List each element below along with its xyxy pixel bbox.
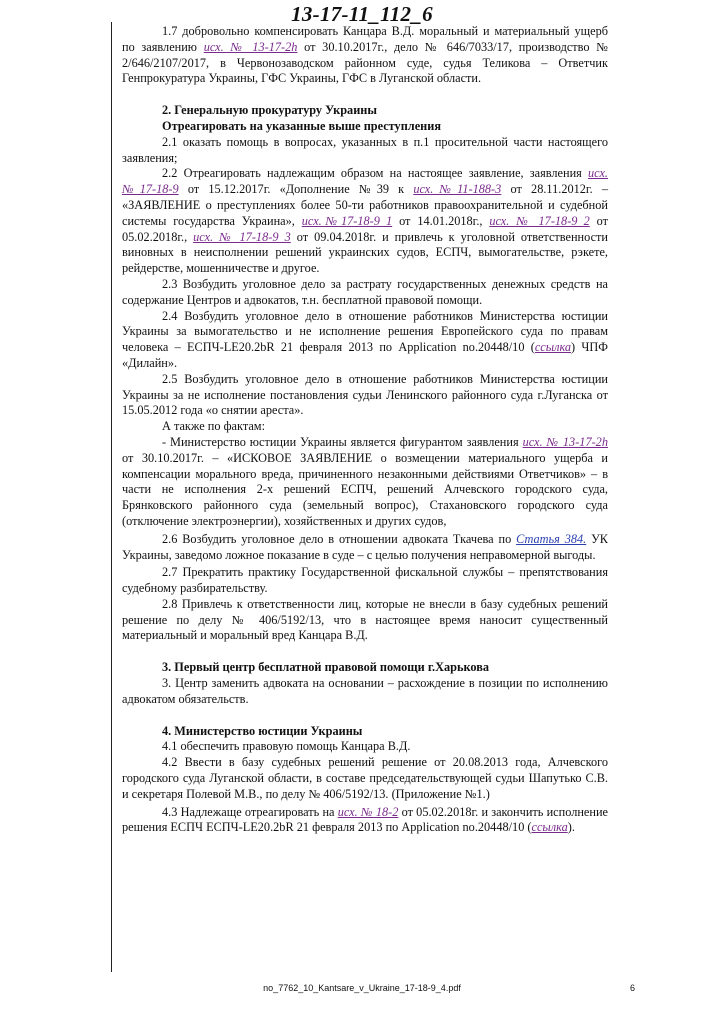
text: - Министерство юстиции Украины является фигурантом заявления (162, 434, 523, 449)
paragraph-3: 3. Центр заменить адвоката на основании – расхождение в позиции по исполнению адвокатом обязательств. (122, 676, 608, 706)
facts-intro: А также по фактам: (162, 419, 265, 434)
text: ). (567, 820, 575, 835)
paragraph-2-7: 2.7 Прекратить практику Государственной фискальной службы – препятствования судебному разбирательству. (122, 565, 608, 596)
section-4-title: 4. Министерство юстиции Украины (162, 723, 363, 738)
text: от 05.02.2018г. и закончить исполнение решения ЕСПЧ ЕСПЧ-LE20.2bR 21 февраля 2013 по Application no.20448/10 ( (122, 804, 608, 835)
link-ref[interactable]: исх. № 17-18-9_2 (489, 213, 590, 228)
fact-1 (122, 435, 608, 530)
paragraph-4-3 (122, 805, 608, 837)
paragraph-4-2: 4.2 Ввести в базу судебных решений решение от 20.08.2013 года, Алчевского городского суда Луганской области, в составе председательствующей судьи Шапутько С.В. и секретаря Полевой М.В., по делу № 406/5192/13. (Приложение №1.) (122, 755, 608, 801)
paragraph-4-1: 4.1 обеспечить правовую помощь Канцара В.Д. (162, 739, 411, 754)
text: 4.3 Надлежаще отреагировать на (162, 804, 338, 819)
text: от 09.04.2018г. и привлечь к уголовной ответственности виновных в неисполнении решений украинских судов, ЕСПЧ, вымогательстве, рэкете, рейдерстве, мошенничестве и другое. (122, 229, 609, 276)
text: УК Украины, заведомо ложное показание в суде – с целью получения неправомерной выгоды. (122, 531, 609, 562)
page-title: 13-17-11_112_6 (291, 2, 433, 26)
text: 2.2 Отреагировать надлежащим образом на настоящее заявление, заявления (162, 166, 589, 181)
link-ref[interactable]: исх. № 17-18-9_3 (193, 229, 291, 244)
text: от 14.01.2018г., (392, 213, 490, 228)
link-article[interactable]: Статья 384. (516, 531, 587, 546)
text: от 05.02.2018г., (122, 213, 608, 244)
paragraph-2-8: 2.8 Привлечь к ответственности лиц, которые не внесли в базу судебных решений решение по делу № 406/5192/13, что в настоящее время наносит существенный материальный и моральный вред Канцара В.Д. (122, 596, 608, 643)
footer-filename: no_7762_10_Kantsare_v_Ukraine_17-18-9_4.pdf (263, 983, 461, 993)
link-ref[interactable]: исх.№17-18-9_1 (301, 213, 393, 228)
section-2-subtitle: Отреагировать на указанные выше преступления (162, 118, 441, 133)
margin-rule (111, 22, 112, 972)
document-body (122, 24, 608, 836)
link-ref[interactable]: исх. № 13-17-2h (522, 434, 608, 449)
link-ref[interactable]: ссылка (534, 340, 572, 355)
paragraph-2-5: 2.5 Возбудить уголовное дело в отношение работников Министерства юстиции Украины за не исполнение постановления судьи Ленинского районного суда г.Луганска от 15.05.2012 года «о снятии ареста». (122, 371, 608, 418)
text: ) ЧПФ «Дилайн». (122, 340, 608, 370)
paragraph-2-4 (122, 309, 608, 372)
text: 2.4 Возбудить уголовное дело в отношение работников Министерства юстиции Украины за вымогательство и не исполнение решения Европейского суда по правам человека – ЕСПЧ-LE20.2bR 21 февраля 2013 по Application no.20448/10 ( (122, 308, 608, 355)
text: от 28.11.2012г. – «ЗАЯВЛЕНИЕ о преступлениях более 50-ти работников правоохранительной и судебной системы государства Украина», (122, 182, 608, 228)
section-2-title: 2. Генеральную прокуратуру Украины (162, 103, 377, 118)
text: 2.6 Возбудить уголовное дело в отношении адвоката Ткачева по (162, 531, 517, 546)
link-ref[interactable]: исх. № 13-17-2h (203, 39, 298, 54)
link-ref[interactable]: исх. № 18-2 (337, 804, 399, 819)
link-ref[interactable]: исх.№17-18-9 (122, 166, 608, 197)
text: 1.7 добровольно компенсировать Канцара В.Д. моральный и материальный ущерб по заявлению (122, 24, 608, 54)
page-number: 6 (630, 983, 636, 993)
paragraph-2-1: 2.1 оказать помощь в вопросах, указанных в п.1 просительной части настоящего заявления; (122, 134, 608, 165)
link-ref[interactable]: исх.№11-188-3 (413, 182, 502, 197)
text: от 30.10.2017г., дело № 646/7033/17, производство № 2/646/2107/2017, в Червонозаводском районном суде, судья Теликова – Ответчик Генпрокуратура Украины, ГФС Украины, ГФС в Луганской области. (122, 39, 608, 86)
link-ref[interactable]: ссылка (531, 820, 568, 835)
text: от 30.10.2017г. – «ИСКОВОЕ ЗАЯВЛЕНИЕ о возмещении материального ущерба и компенсации морального вреда, причиненного незаконными действиями Ответчиков» – в части не исполнения 2-х решений ЕСПЧ, решений Алчевского городского суда, Брянковского районного суда (земельный вопрос), Стахановского городского суда (отключение электроэнергии), хозяйственных и других судов, (122, 450, 608, 528)
paragraph-2-6 (122, 532, 608, 564)
section-3-title: 3. Первый центр бесплатной правовой помощи г.Харькова (162, 660, 490, 675)
paragraph-2-2 (122, 166, 608, 277)
paragraph-1-7 (122, 24, 608, 87)
paragraph-2-3: 2.3 Возбудить уголовное дело за растрату государственных денежных средств на содержание Центров и адвокатов, т.н. бесплатной правовой помощи. (122, 276, 608, 307)
text: от 15.12.2017г. «Дополнение №39 к (178, 182, 414, 197)
